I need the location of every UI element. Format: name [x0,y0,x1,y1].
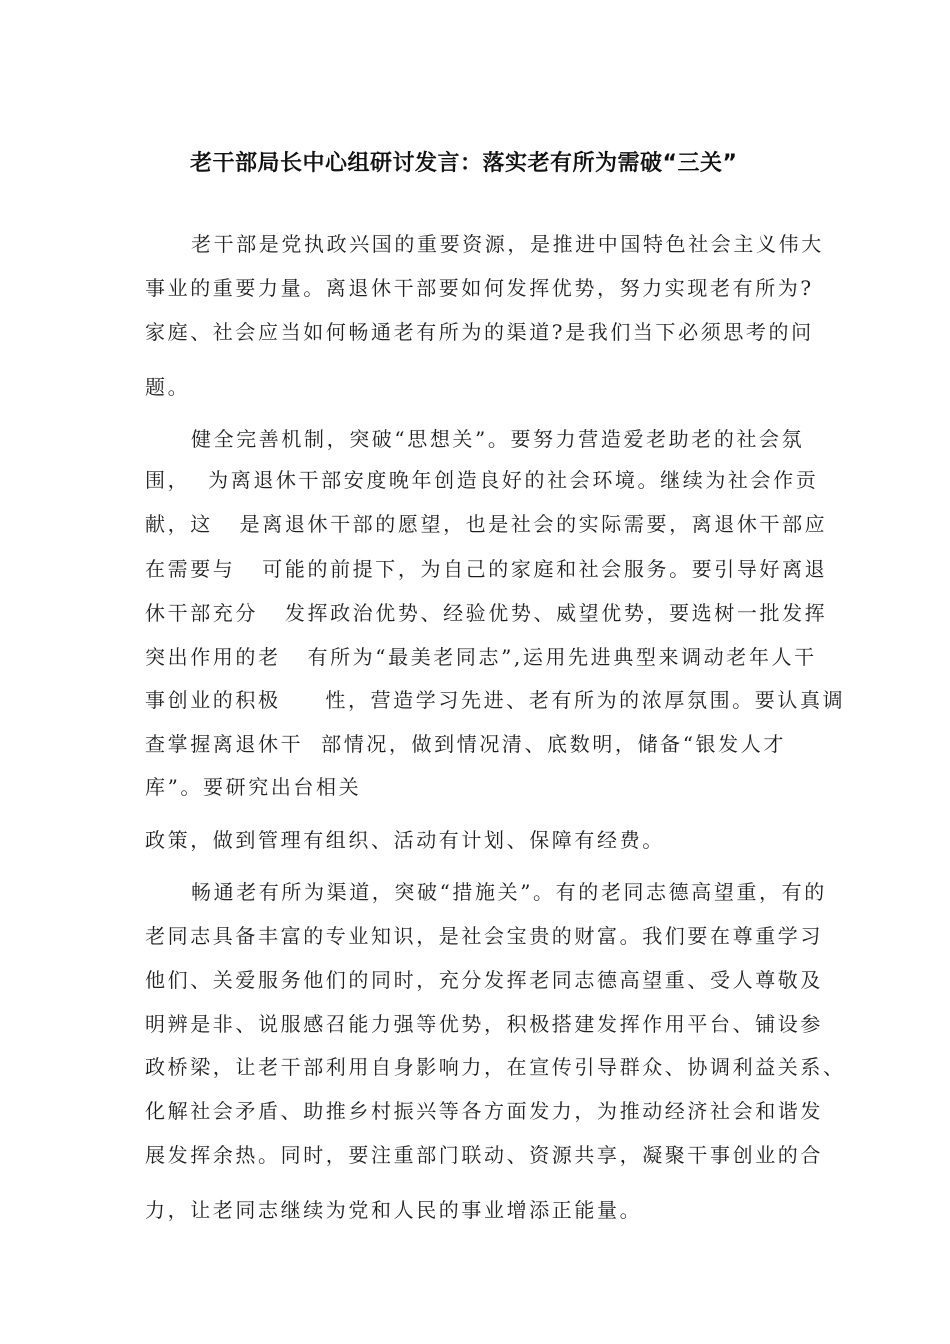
paragraph-3-line-6: 化解社会矛盾、助推乡村振兴等各方面发力，为推动经济社会和谐发 [145,1099,823,1123]
paragraph-2-line-2: 围， 为离退休干部安度晚年创造良好的社会环境。继续为社会作贡 [145,468,819,492]
paragraph-3-line-5: 政桥梁，让老干部利用自身影响力，在宣传引导群众、协调利益关系、 [145,1055,846,1079]
paragraph-3-line-7: 展发挥余热。同时，要注重部门联动、资源共享，凝聚干事创业的合 [145,1143,823,1167]
paragraph-2-line-8: 查掌握离退休干 部情况，做到情况清、底数明，储备“银发人才 [145,732,786,756]
paragraph-1-line-3: 家庭、社会应当如何畅通老有所为的渠道?是我们当下必须思考的问 [145,320,814,344]
paragraph-2-line-6: 突出作用的老 有所为“最美老同志”,运用先进典型来调动老年人干 [145,645,817,669]
paragraph-2-line-9: 库”。要研究出台相关 [145,775,362,799]
paragraph-2-line-10: 政策，做到管理有组织、活动有计划、保障有经费。 [145,828,665,852]
paragraph-3-line-3: 他们、关爱服务他们的同时，充分发挥老同志德高望重、受人尊敬及 [145,968,823,992]
paragraph-1-line-2: 事业的重要力量。离退休干部要如何发挥优势，努力实现老有所为? [145,276,814,300]
paragraph-3-line-1: 畅通老有所为渠道，突破“措施关”。有的老同志德高望重，有的 [191,880,827,904]
paragraph-3-line-4: 明辨是非、说服感召能力强等优势，积极搭建发挥作用平台、铺设参 [145,1012,823,1036]
paragraph-2-line-4: 在需要与 可能的前提下，为自己的家庭和社会服务。要引导好离退 [145,557,828,581]
paragraph-3-line-8: 力，让老同志继续为党和人民的事业增添正能量。 [145,1198,643,1222]
paragraph-1-line-4: 题。 [145,375,191,399]
paragraph-2-line-7: 事创业的积极 性，营造学习先进、老有所为的浓厚氛围。要认真调 [145,688,846,712]
document-title: 老干部局长中心组研讨发言：落实老有所为需破“三关” [190,151,738,176]
paragraph-2-line-1: 健全完善机制，突破“思想关”。要努力营造爱老助老的社会氛 [191,427,805,451]
paragraph-2-line-5: 休干部充分 发挥政治优势、经验优势、威望优势，要选树一批发挥 [145,601,828,625]
paragraph-1-line-1: 老干部是党执政兴国的重要资源，是推进中国特色社会主义伟大 [191,232,824,256]
paragraph-2-line-3: 献，这 是离退休干部的愿望，也是社会的实际需要，离退休干部应 [145,512,828,536]
paragraph-3-line-2: 老同志具备丰富的专业知识，是社会宝贵的财富。我们要在尊重学习 [145,924,823,948]
